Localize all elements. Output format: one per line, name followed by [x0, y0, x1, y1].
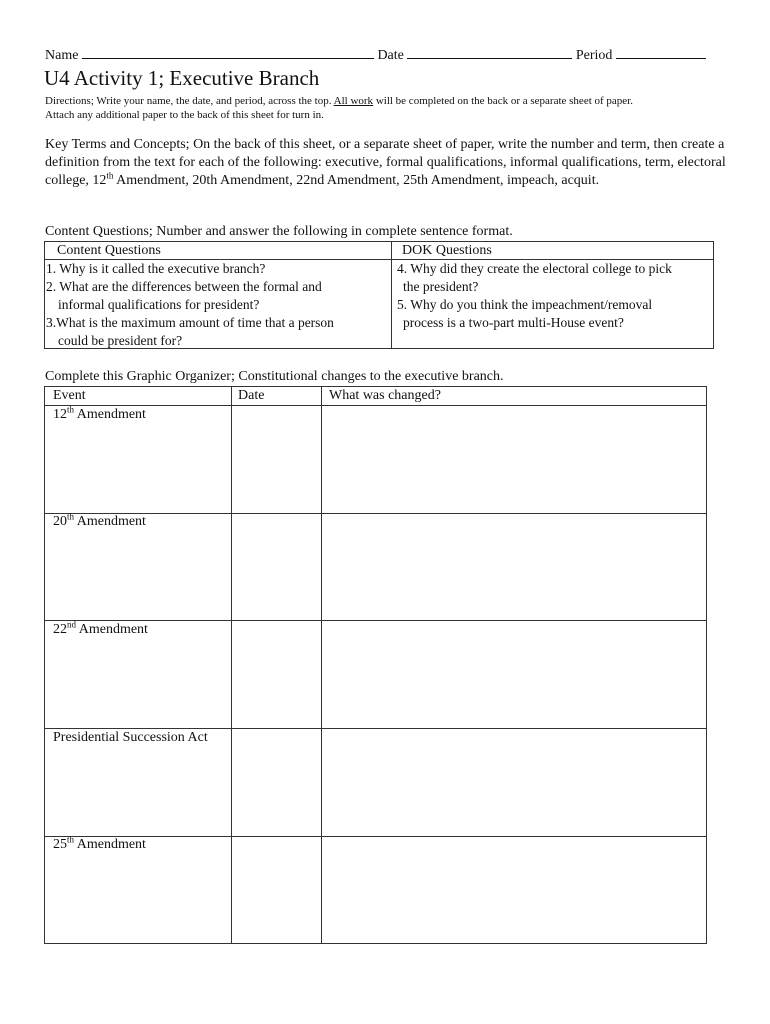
event-label-sup: th	[67, 404, 75, 415]
event-label: Presidential Succession Act	[53, 730, 208, 745]
date-header: Date	[238, 388, 265, 403]
question-2	[45, 278, 391, 314]
event-label-sup: nd	[67, 619, 76, 630]
event-20th-amendment	[53, 511, 146, 530]
event-25th-amendment	[53, 834, 146, 853]
date-label: Date	[377, 48, 404, 63]
question-4-text-cont: the president?	[403, 279, 479, 294]
event-label-sup: th	[67, 511, 75, 522]
name-label: Name	[45, 48, 79, 63]
period-label: Period	[575, 48, 613, 63]
name-field[interactable]	[82, 46, 374, 59]
question-5-text-cont: process is a two-part multi-House event?	[403, 315, 624, 330]
directions-text: Directions; Write your name, the date, and period, across the top.	[45, 95, 334, 107]
event-label: 22	[53, 622, 67, 637]
question-4-text: 4. Why did they create the electoral college to pick	[397, 261, 672, 276]
period-field[interactable]	[616, 46, 706, 59]
event-label-rest: Amendment	[74, 407, 146, 422]
question-1	[45, 260, 391, 278]
column-divider	[321, 387, 322, 943]
event-22nd-amendment	[53, 619, 148, 638]
page-title: U4 Activity 1; Executive Branch	[44, 66, 320, 90]
question-4	[392, 260, 713, 296]
key-terms-text-end: Amendment, 20th Amendment, 22nd Amendment, 25th Amendment, impeach, acquit.	[113, 173, 600, 188]
event-label-rest: Amendment	[76, 622, 148, 637]
event-label: 12	[53, 407, 67, 422]
column-divider	[231, 387, 232, 943]
content-questions-header: Content Questions	[45, 242, 391, 260]
changed-header: What was changed?	[329, 388, 441, 403]
question-3-text-cont: could be president for?	[58, 333, 183, 348]
question-5	[392, 296, 713, 332]
event-presidential-succession-act	[53, 730, 208, 746]
dok-questions-header: DOK Questions	[392, 242, 713, 260]
directions	[45, 94, 735, 122]
event-label-sup: th	[67, 834, 75, 845]
question-2-text: 2. What are the differences between the formal and	[46, 279, 322, 294]
question-3-text: 3.What is the maximum amount of time that a person	[46, 315, 334, 330]
directions-text-after: will be completed on the back or a separate sheet of paper.	[373, 95, 633, 107]
event-label: 20	[53, 514, 67, 529]
content-questions-column	[45, 242, 392, 348]
event-label-rest: Amendment	[74, 514, 146, 529]
event-12th-amendment	[53, 404, 146, 423]
event-label-rest: Amendment	[74, 837, 146, 852]
graphic-organizer-table	[44, 386, 707, 944]
event-label: 25	[53, 837, 67, 852]
event-header: Event	[53, 388, 86, 403]
question-5-text: 5. Why do you think the impeachment/removal	[397, 297, 653, 312]
dok-questions-column	[392, 242, 713, 348]
content-questions-label: Content Questions; Number and answer the following in complete sentence format.	[45, 224, 513, 239]
question-3	[45, 314, 391, 350]
date-field[interactable]	[407, 46, 572, 59]
graphic-organizer-label: Complete this Graphic Organizer; Constitutional changes to the executive branch.	[45, 369, 504, 384]
key-terms	[45, 136, 735, 190]
header-fields	[45, 46, 725, 64]
directions-underlined: All work	[333, 95, 374, 107]
row-divider	[45, 620, 706, 621]
key-terms-text: Key Terms and Concepts; On the back of this sheet, or a separate sheet of paper, write the number and term, then create a definition from the text for each of the following: executive, formal qualifications, informal qualifications, term, electoral college, 12	[45, 137, 726, 188]
key-terms-sup: th	[106, 170, 114, 181]
directions-line2: Attach any additional paper to the back of this sheet for turn in.	[45, 109, 324, 121]
question-1-text: 1. Why is it called the executive branch?	[46, 261, 266, 276]
header-divider	[45, 405, 706, 406]
row-divider	[45, 728, 706, 729]
question-2-text-cont: informal qualifications for president?	[58, 297, 260, 312]
content-questions-table	[44, 241, 714, 349]
